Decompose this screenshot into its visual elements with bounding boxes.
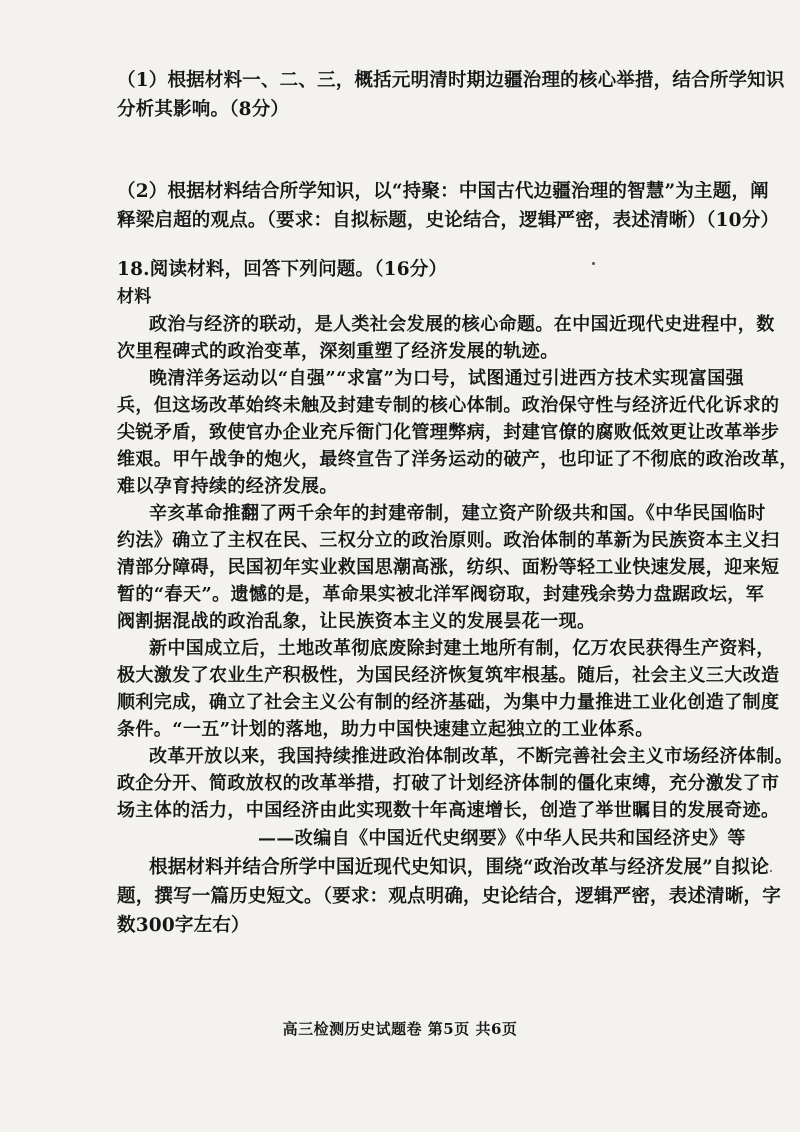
- task-line: 数300字左右）: [117, 915, 250, 936]
- task-line: 根据材料并结合所学中国近现代史知识，围绕“政治改革与经济发展”自拟论: [149, 857, 770, 878]
- material-line: 政企分开、简政放权的改革举措，打破了计划经济体制的僵化束缚，充分激发了市: [117, 773, 780, 794]
- q17-part2-line-2: 释梁启超的观点。（要求：自拟标题，史论结合，逻辑严密，表述清晰）（10分）: [117, 210, 780, 231]
- material-line: 清部分障碍，民国初年实业救国思潮高涨，纺织、面粉等轻工业快速发展，迎来短: [117, 557, 780, 578]
- material-line: 新中国成立后，土地改革彻底废除封建土地所有制，亿万农民获得生产资料，: [149, 638, 775, 659]
- material-line: 政治与经济的联动，是人类社会发展的核心命题。在中国近现代史进程中，数: [149, 314, 775, 335]
- material-line: 阀割据混战的政治乱象，让民族资本主义的发展昙花一现。: [117, 611, 596, 632]
- material-line: 维艰。甲午战争的炮火，最终宣告了洋务运动的破产，也印证了不彻底的政治改革，: [117, 449, 798, 470]
- q18-material-label: 材料: [117, 287, 152, 307]
- page-footer: 高三检测历史试题卷 第5页 共6页: [282, 1020, 518, 1038]
- material-line: 极大激发了农业生产积极性，为国民经济恢复筑牢根基。随后，社会主义三大改造: [117, 665, 780, 686]
- task-line: 题，撰写一篇历史短文。（要求：观点明确，史论结合，逻辑严密，表述清晰，字: [117, 886, 781, 907]
- scan-speck: [592, 262, 595, 265]
- material-line: 场主体的活力，中国经济由此实现数十年高速增长，创造了举世瞩目的发展奇迹。: [117, 800, 780, 821]
- scan-speck: [770, 870, 772, 872]
- material-line: 约法》确立了主权在民、三权分立的政治原则。政治体制的革新为民族资本主义扫: [117, 530, 780, 551]
- material-line: 兵，但这场改革始终未触及封建专制的核心体制。政治保守性与经济近代化诉求的: [117, 395, 780, 416]
- material-source: ——改编自《中国近代史纲要》《中华人民共和国经济史》等: [258, 828, 746, 849]
- material-line: 晚清洋务运动以“自强”“求富”为口号，试图通过引进西方技术实现富国强: [149, 368, 745, 389]
- material-line: 改革开放以来，我国持续推进政治体制改革，不断完善社会主义市场经济体制。: [149, 746, 793, 767]
- material-line: 尖锐矛盾，致使官办企业充斥衙门化管理弊病，封建官僚的腐败低效更让改革举步: [117, 422, 780, 443]
- material-line: 次里程碑式的政治变革，深刻重塑了经济发展的轨迹。: [117, 341, 559, 362]
- material-line: 暂的“春天”。遗憾的是，革命果实被北洋军阀窃取，封建残余势力盘踞政坛，军: [117, 584, 765, 605]
- material-line: 顺利完成，确立了社会主义公有制的经济基础，为集中力量推进工业化创造了制度: [117, 692, 780, 713]
- q17-part1-line-2: 分析其影响。（8分）: [117, 99, 290, 120]
- q17-part1-line-1: （1）根据材料一、二、三，概括元明清时期边疆治理的核心举措，结合所学知识: [117, 70, 785, 91]
- material-line: 难以孕育持续的经济发展。: [117, 476, 338, 497]
- q18-heading: 18.阅读材料，回答下列问题。（16分）: [117, 259, 448, 280]
- material-line: 辛亥革命推翻了两千余年的封建帝制，建立资产阶级共和国。《中华民国临时: [149, 503, 766, 524]
- q17-part2-line-1: （2）根据材料结合所学知识，以“持聚：中国古代边疆治理的智慧”为主题，阐: [117, 181, 769, 202]
- material-line: 条件。“一五”计划的落地，助力中国快速建立起独立的工业体系。: [117, 719, 654, 740]
